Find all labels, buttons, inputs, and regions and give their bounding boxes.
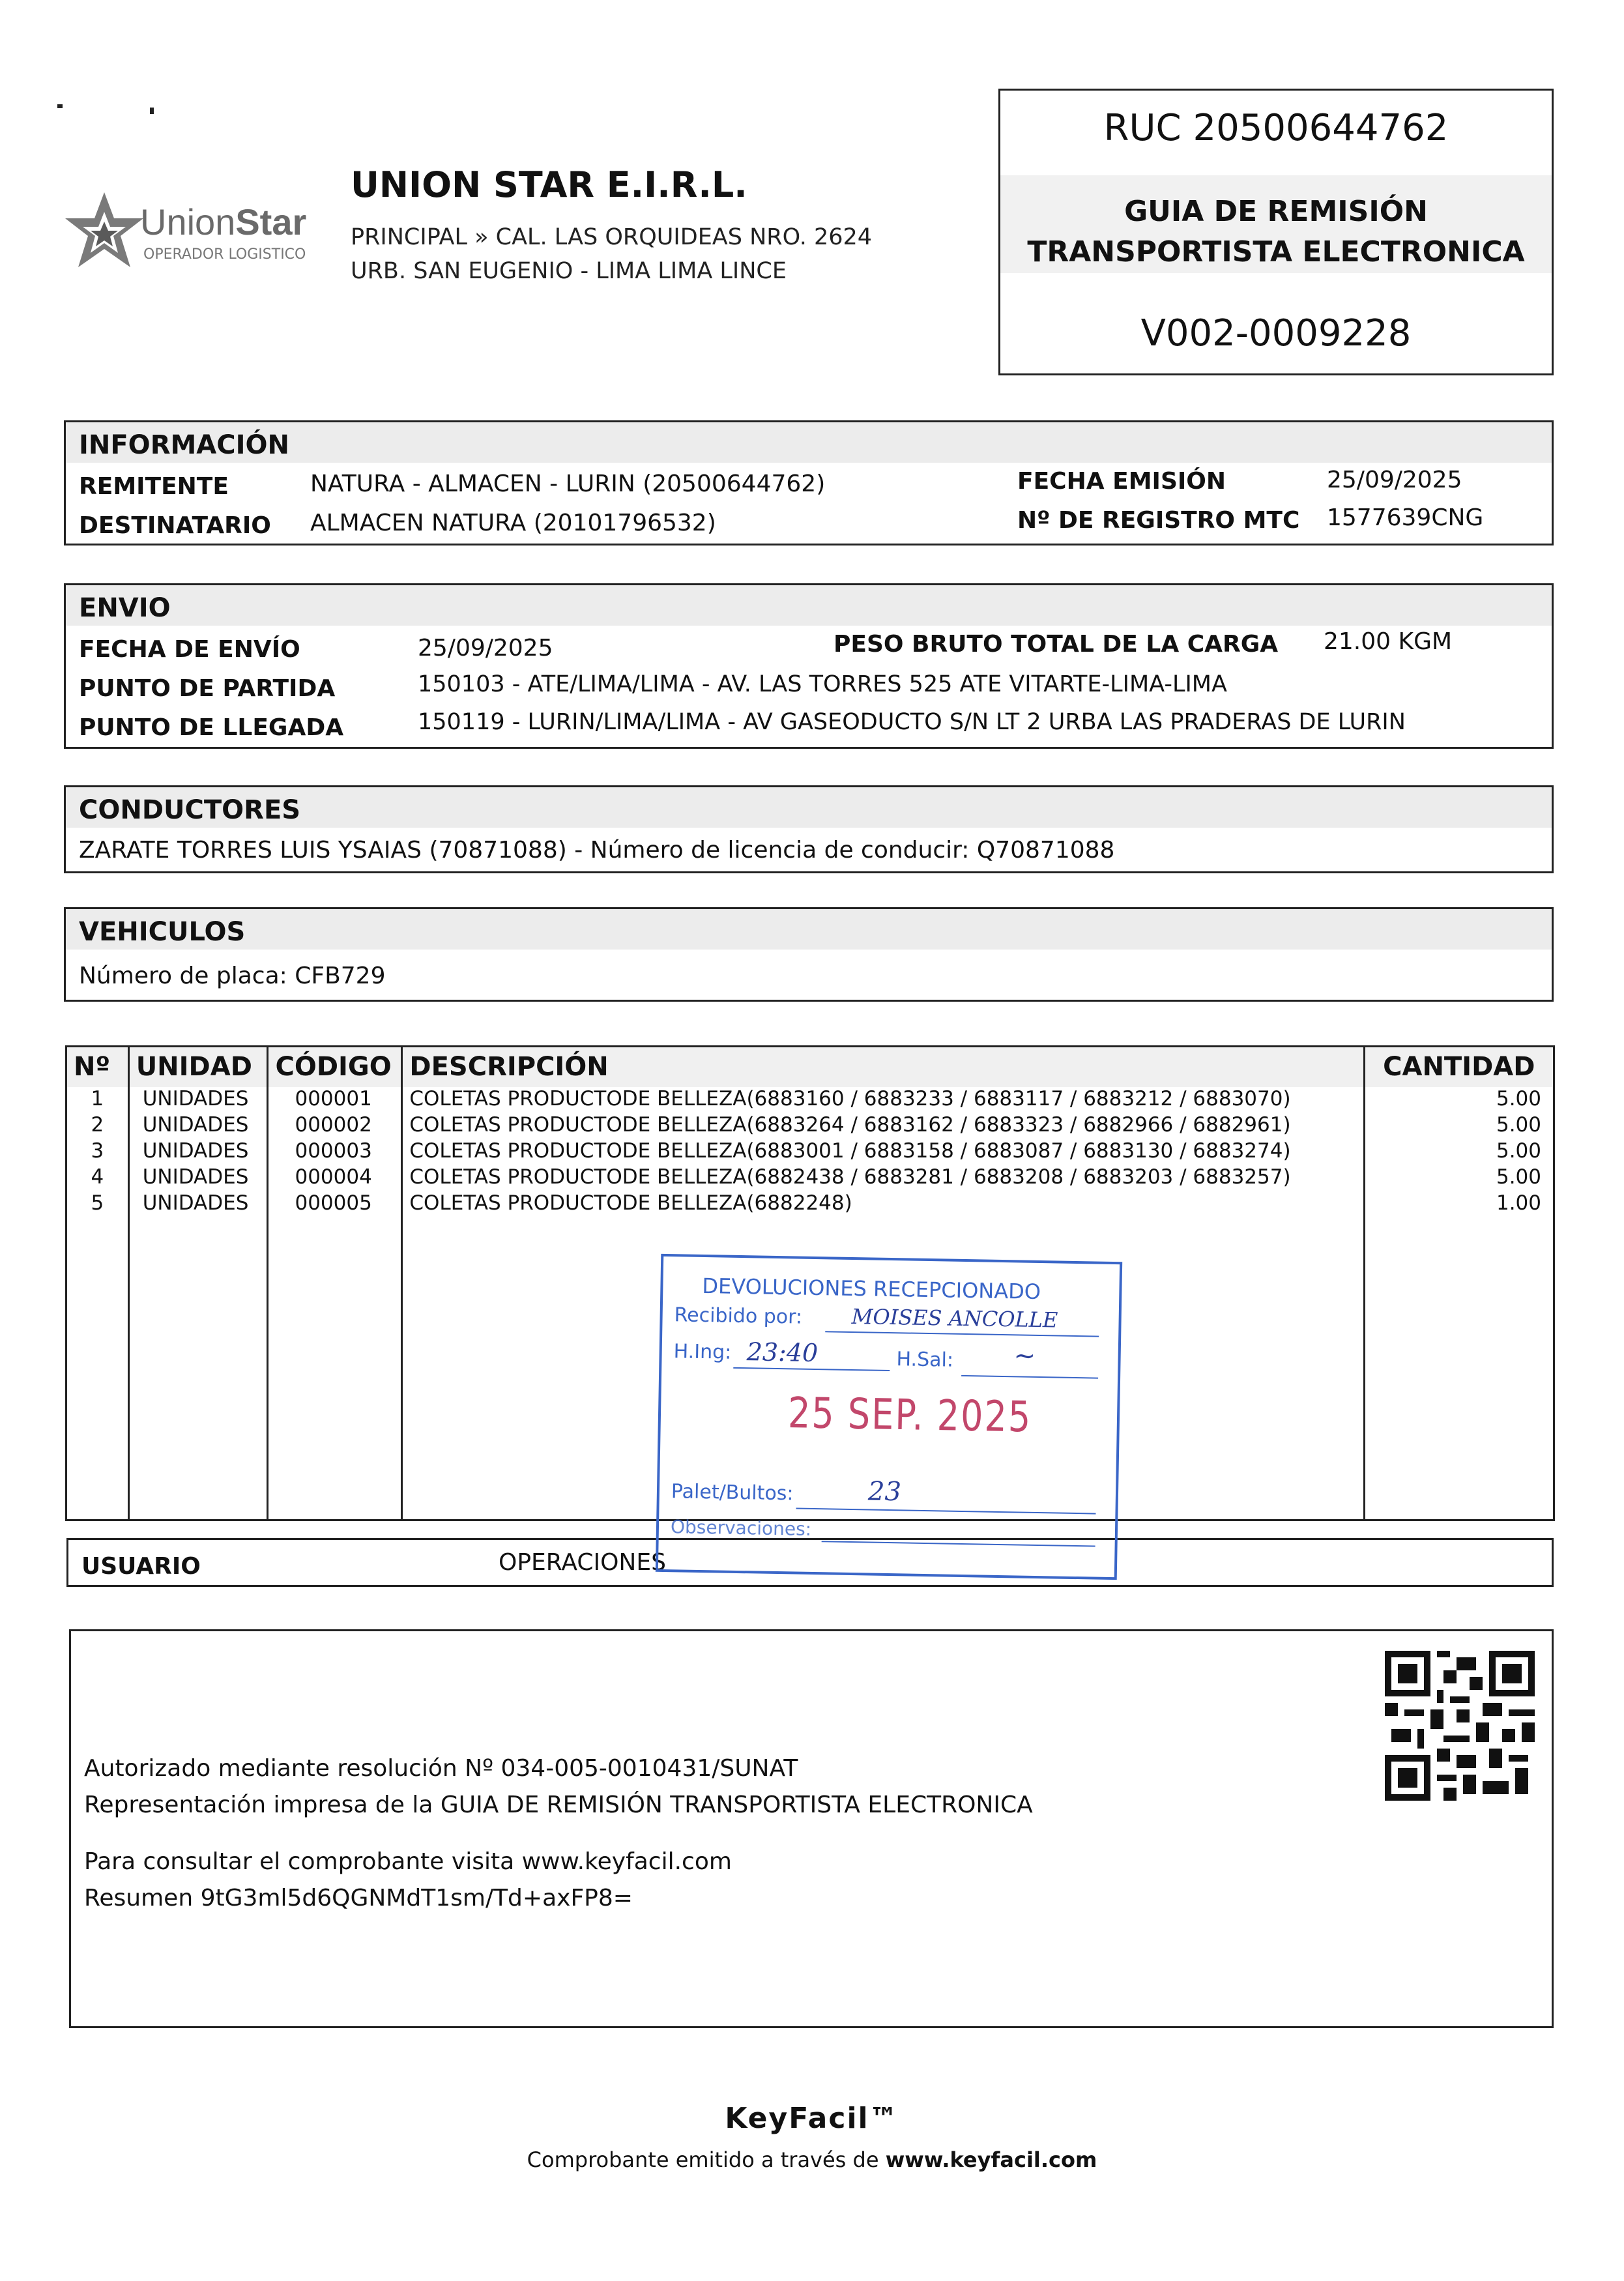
stamp-obs-label: Observaciones: xyxy=(670,1516,812,1540)
fecha-emision-value: 25/09/2025 xyxy=(1327,467,1462,493)
col-header-cantidad: CANTIDAD xyxy=(1364,1047,1554,1087)
cell-cantidad: 5.00 xyxy=(1364,1113,1554,1139)
company-name: UNION STAR E.I.R.L. xyxy=(351,164,747,205)
envio-section xyxy=(64,583,1554,749)
cell-n: 2 xyxy=(66,1113,129,1139)
cell-n: 3 xyxy=(66,1139,129,1165)
stamp-hsal-label: H.Sal: xyxy=(896,1348,954,1372)
stamp-palet-label: Palet/Bultos: xyxy=(671,1480,794,1505)
peso-bruto-value: 21.00 KGM xyxy=(1324,628,1453,655)
stamp-title: DEVOLUCIONES RECEPCIONADO xyxy=(702,1273,1041,1305)
stamp-hing-line xyxy=(733,1367,890,1371)
remitente-value: NATURA - ALMACEN - LURIN (20500644762) xyxy=(310,471,826,497)
cell-n: 5 xyxy=(66,1191,129,1217)
cell-descripcion: COLETAS PRODUCTODE BELLEZA(6882438 / 6883281 / 6883208 / 6883203 / 6883257) xyxy=(402,1165,1364,1191)
company-logo xyxy=(62,189,336,280)
peso-bruto-label: PESO BRUTO TOTAL DE LA CARGA xyxy=(834,631,1279,658)
destinatario-value: ALMACEN NATURA (20101796532) xyxy=(310,510,716,536)
punto-partida-value: 150103 - ATE/LIMA/LIMA - AV. LAS TORRES 525 ATE VITARTE-LIMA-LIMA xyxy=(418,671,1227,697)
col-header-unidad: UNIDAD xyxy=(128,1047,268,1087)
footer-line4: Resumen 9tG3ml5d6QGNMdT1sm/Td+axFP8= xyxy=(84,1885,633,1911)
reception-stamp xyxy=(656,1254,1122,1580)
cell-unidad: UNIDADES xyxy=(128,1191,268,1217)
cell-codigo: 000001 xyxy=(268,1087,402,1113)
footer-line2: Representación impresa de la GUIA DE REMISIÓN TRANSPORTISTA ELECTRONICA xyxy=(84,1792,1033,1818)
usuario-label: USUARIO xyxy=(81,1553,201,1580)
stamp-hsal-value: ~ xyxy=(1013,1341,1036,1371)
doc-title-line1: GUIA DE REMISIÓN xyxy=(1124,195,1428,228)
company-address-line2: URB. SAN EUGENIO - LIMA LIMA LINCE xyxy=(351,258,787,284)
informacion-title: INFORMACIÓN xyxy=(79,430,289,460)
registro-mtc-label: Nº DE REGISTRO MTC xyxy=(1017,507,1300,534)
cell-codigo: 000004 xyxy=(268,1165,402,1191)
cell-unidad: UNIDADES xyxy=(128,1139,268,1165)
table-row xyxy=(66,1165,1554,1191)
qr-code-icon xyxy=(1385,1651,1535,1801)
cell-unidad: UNIDADES xyxy=(128,1087,268,1113)
remitente-label: REMITENTE xyxy=(79,473,229,500)
conductores-title: CONDUCTORES xyxy=(79,795,301,825)
placa-value: Número de placa: CFB729 xyxy=(79,963,386,989)
cell-unidad: UNIDADES xyxy=(128,1165,268,1191)
star-logo-icon xyxy=(62,189,147,280)
cell-unidad: UNIDADES xyxy=(128,1113,268,1139)
vehiculos-title: VEHICULOS xyxy=(79,917,246,947)
cell-descripcion: COLETAS PRODUCTODE BELLEZA(6882248) xyxy=(402,1191,1364,1217)
logo-name-b: Star xyxy=(235,201,307,242)
stamp-recibido-label: Recibido por: xyxy=(674,1303,803,1329)
punto-llegada-value: 150119 - LURIN/LIMA/LIMA - AV GASEODUCTO S/N LT 2 URBA LAS PRADERAS DE LURIN xyxy=(418,709,1406,735)
scan-mark xyxy=(150,108,154,114)
stamp-date: 25 SEP. 2025 xyxy=(787,1388,1032,1442)
cell-codigo: 000003 xyxy=(268,1139,402,1165)
stamp-palet-line xyxy=(796,1508,1096,1515)
vehiculos-section xyxy=(64,907,1554,1002)
conductor-value: ZARATE TORRES LUIS YSAIAS (70871088) - Número de licencia de conducir: Q70871088 xyxy=(79,837,1115,864)
stamp-obs-line xyxy=(822,1541,1095,1547)
informacion-section xyxy=(64,420,1554,545)
cell-codigo: 000005 xyxy=(268,1191,402,1217)
cell-codigo: 000002 xyxy=(268,1113,402,1139)
doc-title-line2: TRANSPORTISTA ELECTRONICA xyxy=(1027,235,1525,269)
stamp-recibido-value: MOISES ANCOLLE xyxy=(851,1303,1058,1333)
logo-subtitle: OPERADOR LOGISTICO xyxy=(143,246,306,263)
envio-title: ENVIO xyxy=(79,593,171,623)
footer-line1: Autorizado mediante resolución Nº 034-005-0010431/SUNAT xyxy=(84,1755,798,1782)
table-row xyxy=(66,1139,1554,1165)
punto-llegada-label: PUNTO DE LLEGADA xyxy=(79,714,344,741)
cell-n: 1 xyxy=(66,1087,129,1113)
stamp-hing-label: H.Ing: xyxy=(673,1340,732,1364)
cell-n: 4 xyxy=(66,1165,129,1191)
usuario-value: OPERACIONES xyxy=(499,1549,666,1576)
items-header-row xyxy=(66,1047,1554,1087)
table-row xyxy=(66,1113,1554,1139)
keyfacil-caption-prefix: Comprobante emitido a través de xyxy=(527,2147,886,2172)
footer-section xyxy=(69,1629,1554,2028)
cell-cantidad: 5.00 xyxy=(1364,1087,1554,1113)
destinatario-label: DESTINATARIO xyxy=(79,512,271,539)
vehiculos-header-band xyxy=(66,909,1552,950)
table-row xyxy=(66,1087,1554,1113)
cell-descripcion: COLETAS PRODUCTODE BELLEZA(6883160 / 6883233 / 6883117 / 6883212 / 6883070) xyxy=(402,1087,1364,1113)
stamp-hing-value: 23:40 xyxy=(746,1337,819,1368)
col-header-n: Nº xyxy=(66,1047,129,1087)
cell-cantidad: 5.00 xyxy=(1364,1139,1554,1165)
keyfacil-caption xyxy=(0,2147,1624,2172)
fecha-envio-value: 25/09/2025 xyxy=(418,635,553,661)
keyfacil-brand: KeyFacil™ xyxy=(725,2102,899,2135)
punto-partida-label: PUNTO DE PARTIDA xyxy=(79,675,336,702)
table-row xyxy=(66,1191,1554,1217)
ruc-number: RUC 20500644762 xyxy=(1103,107,1449,149)
stamp-hsal-line xyxy=(961,1375,1098,1379)
fecha-envio-label: FECHA DE ENVÍO xyxy=(79,636,300,663)
cell-descripcion: COLETAS PRODUCTODE BELLEZA(6883001 / 6883158 / 6883087 / 6883130 / 6883274) xyxy=(402,1139,1364,1165)
company-address-line1: PRINCIPAL » CAL. LAS ORQUIDEAS NRO. 2624 xyxy=(351,224,873,250)
footer-line3: Para consultar el comprobante visita www.keyfacil.com xyxy=(84,1848,732,1875)
registro-mtc-value: 1577639CNG xyxy=(1327,504,1484,531)
col-header-descripcion: DESCRIPCIÓN xyxy=(402,1047,1364,1087)
col-header-codigo: CÓDIGO xyxy=(268,1047,402,1087)
cell-descripcion: COLETAS PRODUCTODE BELLEZA(6883264 / 6883162 / 6883323 / 6882966 / 6882961) xyxy=(402,1113,1364,1139)
cell-cantidad: 5.00 xyxy=(1364,1165,1554,1191)
conductores-section xyxy=(64,785,1554,873)
ruc-box xyxy=(998,89,1554,375)
logo-name-a: Union xyxy=(140,201,236,242)
doc-number: V002-0009228 xyxy=(1140,312,1412,355)
stamp-palet-value: 23 xyxy=(867,1476,902,1507)
scan-mark xyxy=(57,104,63,108)
fecha-emision-label: FECHA EMISIÓN xyxy=(1017,468,1226,495)
keyfacil-link[interactable]: www.keyfacil.com xyxy=(885,2147,1097,2172)
envio-header-band xyxy=(66,585,1552,626)
cell-cantidad: 1.00 xyxy=(1364,1191,1554,1217)
